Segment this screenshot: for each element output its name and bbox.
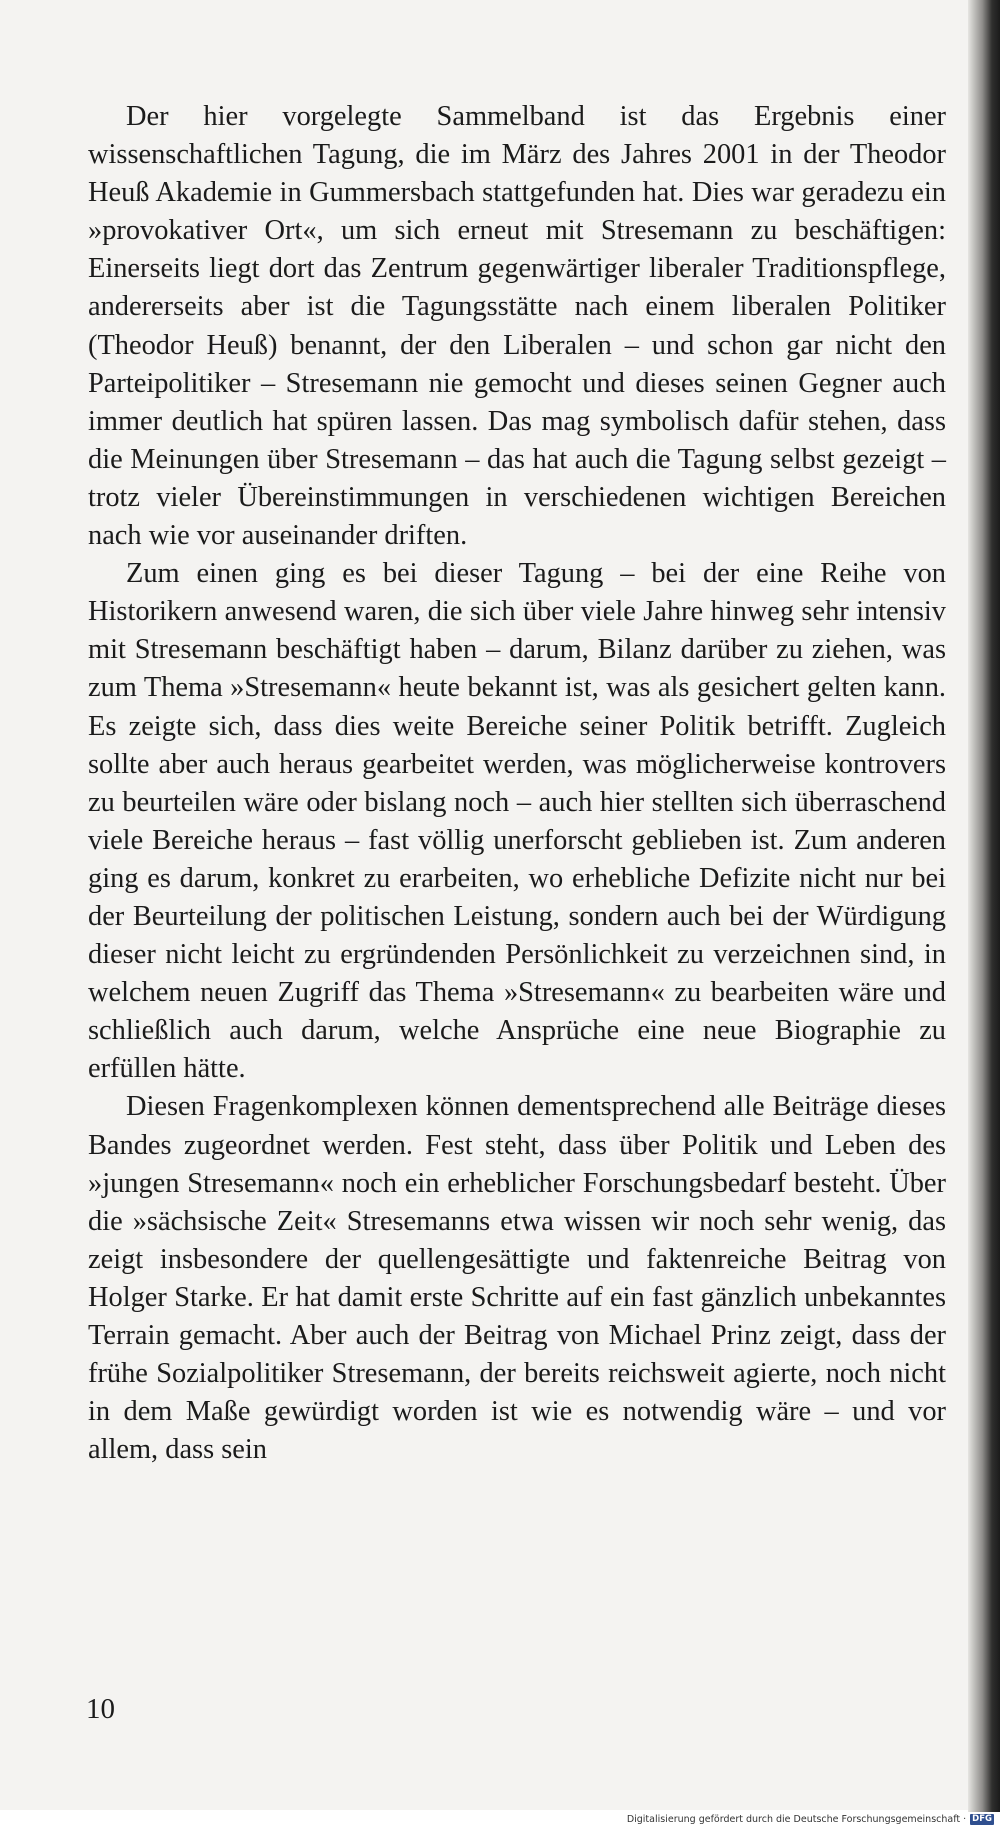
digitization-footer: [627, 1811, 994, 1828]
page-number: 10: [86, 1693, 115, 1725]
dfg-logo: DFG: [972, 1814, 992, 1824]
footer-credit: Digitalisierung gefördert durch die Deutsche Forschungsgemeinschaft ·: [626, 1814, 967, 1825]
paragraph-1: Der hier vorgelegte Sammelband ist das Ergebnis einer wissenschaftlichen Tagung, die im März des Jahres 2001 in der Theodor Heuß Akademie in Gummersbach stattgefunden hat. Dies war geradezu ein »provokativer Ort«, um sich erneut mit Stresemann zu beschäftigen: Einerseits liegt dort das Zentrum gegenwärtiger liberaler Traditionspflege, andererseits aber ist die Tagungsstätte nach einem liberalen Politiker (Theodor Heuß) benannt, der den Liberalen – und schon gar nicht den Parteipolitiker – Stresemann nie gemocht und dieses seinen Gegner auch immer deutlich hat spüren lassen. Das mag symbolisch dafür stehen, dass die Meinungen über Stresemann – das hat auch die Tagung selbst gezeigt – trotz vieler Übereinstimmungen in verschiedenen wichtigen Bereichen nach wie vor auseinander driften.: [88, 101, 946, 552]
book-spine-shadow: [968, 0, 1000, 1812]
paragraph-3: Diesen Fragenkomplexen können dementsprechend alle Beiträge dieses Bandes zugeordnet werden. Fest steht, dass über Politik und Leben des »jungen Stresemann« noch ein erheblicher Forschungsbedarf besteht. Über die »sächsische Zeit« Stresemanns etwa wissen wir noch sehr wenig, das zeigt insbesondere der quellengesättigte und faktenreiche Beitrag von Holger Starke. Er hat damit erste Schritte auf ein fast gänzlich unbekanntes Terrain gemacht. Aber auch der Beitrag von Michael Prinz zeigt, dass der frühe Sozialpolitiker Stresemann, der bereits reichsweit agierte, noch nicht in dem Maße gewürdigt worden ist wie es notwendig wäre – und vor allem, dass sein: [88, 1091, 946, 1466]
paragraph-2: Zum einen ging es bei dieser Tagung – bei der eine Reihe von Historikern anwesend waren, die sich über viele Jahre hinweg sehr intensiv mit Stresemann beschäftigt haben – darum, Bilanz darüber zu ziehen, was zum Thema »Stresemann« heute bekannt ist, was als gesichert gelten kann. Es zeigte sich, dass dies weite Bereiche seiner Politik betrifft. Zugleich sollte aber auch heraus gearbeitet werden, was möglicherweise kontrovers zu beurteilen wäre oder bislang noch – auch hier stellten sich überraschend viele Bereiche heraus – fast völlig unerforscht geblieben ist. Zum anderen ging es darum, konkret zu erarbeiten, wo erhebliche Defizite nicht nur bei der Beurteilung der politischen Leistung, sondern auch bei der Würdigung dieser nicht leicht zu ergründenden Persönlichkeit zu verzeichnen sind, in welchem neuen Zugriff das Thema »Stresemann« zu bearbeiten wäre und schließlich auch darum, welche Ansprüche eine neue Biographie zu erfüllen hätte.: [88, 558, 946, 1085]
body-text: [88, 98, 946, 1469]
